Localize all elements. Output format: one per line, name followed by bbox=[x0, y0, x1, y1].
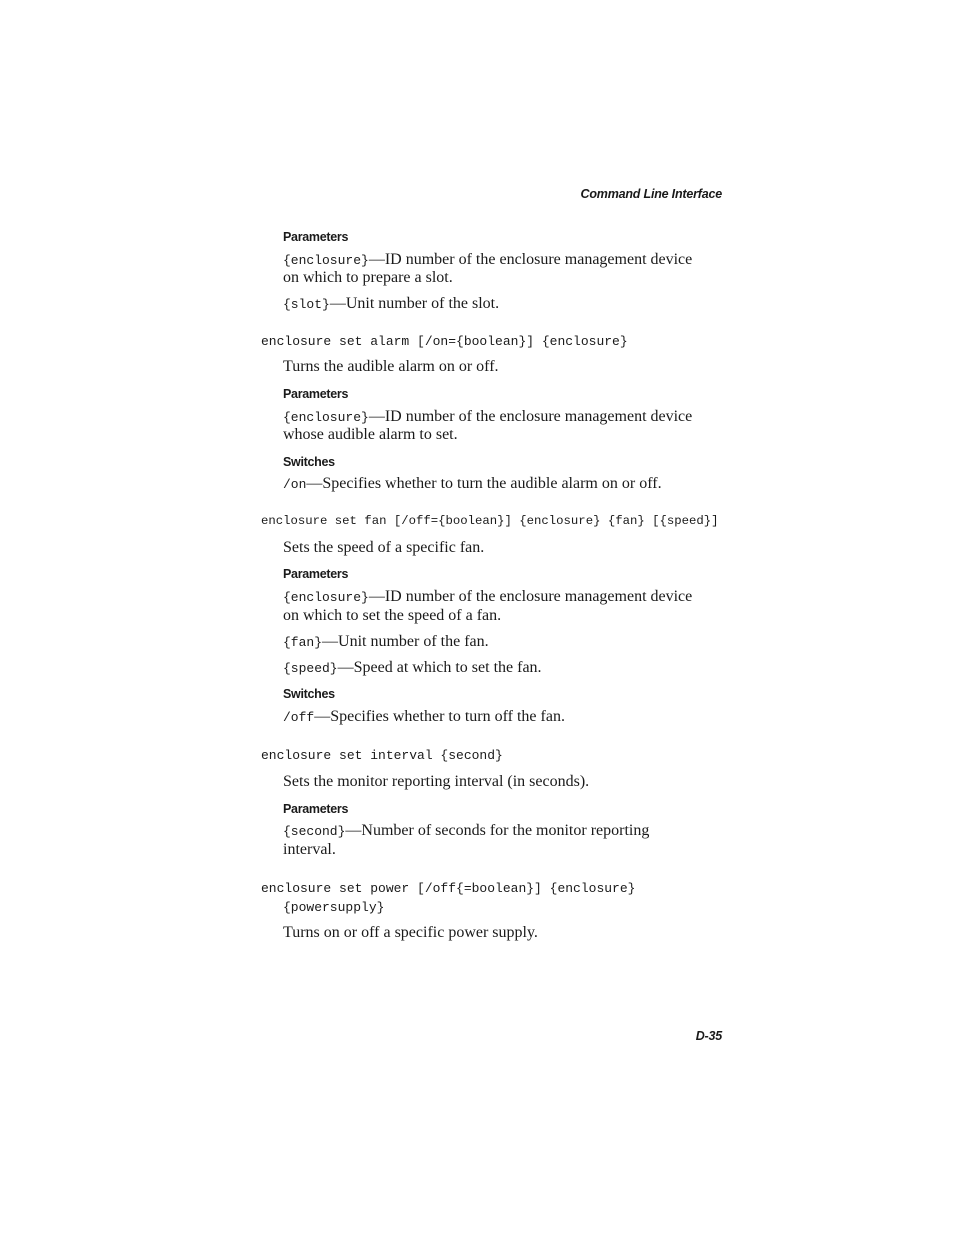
switch-text: —Specifies whether to turn off the fan. bbox=[314, 708, 565, 725]
parameter-description bbox=[283, 588, 692, 606]
parameter-code: {speed} bbox=[283, 661, 338, 676]
parameters-heading: Parameters bbox=[283, 230, 349, 244]
parameter-text: —Number of seconds for the monitor reporting bbox=[345, 822, 650, 839]
parameter-code: {second} bbox=[283, 824, 346, 839]
command-description: Turns on or off a specific power supply. bbox=[283, 924, 538, 941]
parameter-code: {fan} bbox=[283, 635, 323, 650]
parameter-description bbox=[283, 659, 542, 677]
parameter-text: —ID number of the enclosure management device bbox=[368, 588, 693, 605]
parameter-text: —Speed at which to set the fan. bbox=[337, 659, 542, 676]
command-syntax: enclosure set power [/off{=boolean}] {enclosure} bbox=[261, 881, 636, 896]
parameter-code: {enclosure} bbox=[283, 253, 369, 268]
switch-description bbox=[283, 475, 662, 493]
command-syntax: enclosure set alarm [/on={boolean}] {enclosure} bbox=[261, 334, 628, 349]
command-syntax: enclosure set interval {second} bbox=[261, 748, 503, 763]
parameter-text: —Unit number of the slot. bbox=[329, 295, 500, 312]
command-syntax-continued: {powersupply} bbox=[283, 900, 385, 915]
parameter-description bbox=[283, 295, 499, 313]
parameters-heading: Parameters bbox=[283, 387, 349, 401]
parameter-description-continued: whose audible alarm to set. bbox=[283, 426, 458, 443]
switch-code: /on bbox=[283, 477, 307, 492]
parameter-description-continued: on which to set the speed of a fan. bbox=[283, 607, 502, 624]
parameter-description-continued: on which to prepare a slot. bbox=[283, 269, 453, 286]
parameter-description bbox=[283, 251, 692, 269]
parameter-description bbox=[283, 822, 649, 840]
parameters-heading: Parameters bbox=[283, 567, 349, 581]
parameter-code: {enclosure} bbox=[283, 590, 369, 605]
switches-heading: Switches bbox=[283, 455, 335, 469]
running-header: Command Line Interface bbox=[580, 187, 722, 201]
switch-description bbox=[283, 708, 565, 726]
parameters-heading: Parameters bbox=[283, 802, 349, 816]
page-number: D-35 bbox=[695, 1029, 722, 1043]
command-description: Turns the audible alarm on or off. bbox=[283, 358, 499, 375]
parameter-description bbox=[283, 408, 692, 426]
parameter-code: {slot} bbox=[283, 297, 330, 312]
switches-heading: Switches bbox=[283, 687, 335, 701]
parameter-text: —Unit number of the fan. bbox=[322, 633, 489, 650]
switch-code: /off bbox=[283, 710, 315, 725]
parameter-description-continued: interval. bbox=[283, 841, 336, 858]
parameter-code: {enclosure} bbox=[283, 410, 369, 425]
parameter-description bbox=[283, 633, 489, 651]
parameter-text: —ID number of the enclosure management device bbox=[368, 251, 693, 268]
command-syntax: enclosure set fan [/off={boolean}] {enclosure} {fan} [{speed}] bbox=[261, 514, 719, 528]
command-description: Sets the monitor reporting interval (in seconds). bbox=[283, 773, 590, 790]
parameter-text: —ID number of the enclosure management device bbox=[368, 408, 693, 425]
command-description: Sets the speed of a specific fan. bbox=[283, 539, 485, 556]
switch-text: —Specifies whether to turn the audible alarm on or off. bbox=[306, 475, 662, 492]
